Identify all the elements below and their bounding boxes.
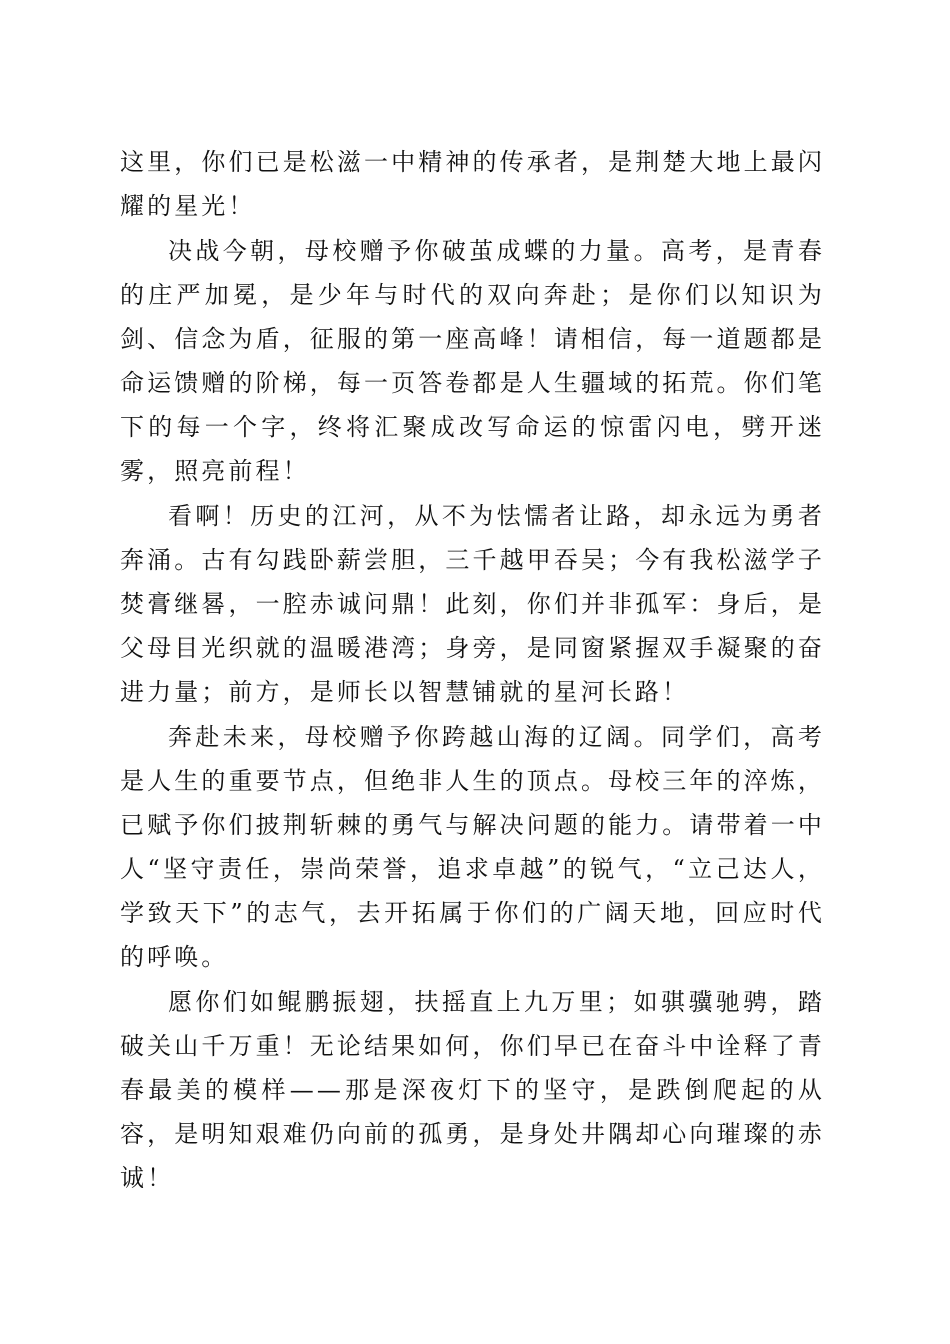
- paragraph-continuation: 这里，你们已是松滋一中精神的传承者，是荆楚大地上最闪耀的星光！: [120, 148, 825, 220]
- paragraph-toward-future: 奔赴未来，母校赠予你跨越山海的辽阔。同学们，高考是人生的重要节点，但绝非人生的顶点。母校三年的淬炼，已赋予你们披荆斩棘的勇气与解决问题的能力。请带着一中人“坚守责任，崇尚荣誉，追求卓越”的锐气，“立己达人，学致天下”的志气，去开拓属于你们的广阔天地，回应时代的呼唤。: [120, 723, 825, 971]
- paragraph-decisive-battle: 决战今朝，母校赠予你破茧成蝶的力量。高考，是青春的庄严加冕，是少年与时代的双向奔赴；是你们以知识为剑、信念为盾，征服的第一座高峰！请相信，每一道题都是命运馈赠的阶梯，每一页答卷都是人生疆域的拓荒。你们笔下的每一个字，终将汇聚成改写命运的惊雷闪电，劈开迷雾，照亮前程！: [120, 237, 825, 485]
- paragraph-history-river: 看啊！历史的江河，从不为怯懦者让路，却永远为勇者奔涌。古有勾践卧薪尝胆，三千越甲吞吴；今有我松滋学子焚膏继晷，一腔赤诚问鼎！此刻，你们并非孤军：身后，是父母目光织就的温暖港湾；身旁，是同窗紧握双手凝聚的奋进力量；前方，是师长以智慧铺就的星河长路！: [120, 502, 825, 706]
- paragraph-blessing: 愿你们如鲲鹏振翅，扶摇直上九万里；如骐骥驰骋，踏破关山千万重！无论结果如何，你们早已在奋斗中诠释了青春最美的模样——那是深夜灯下的坚守，是跌倒爬起的从容，是明知艰难仍向前的孤勇，是身处井隅却心向璀璨的赤诚！: [120, 988, 825, 1192]
- document-body: [120, 140, 825, 1201]
